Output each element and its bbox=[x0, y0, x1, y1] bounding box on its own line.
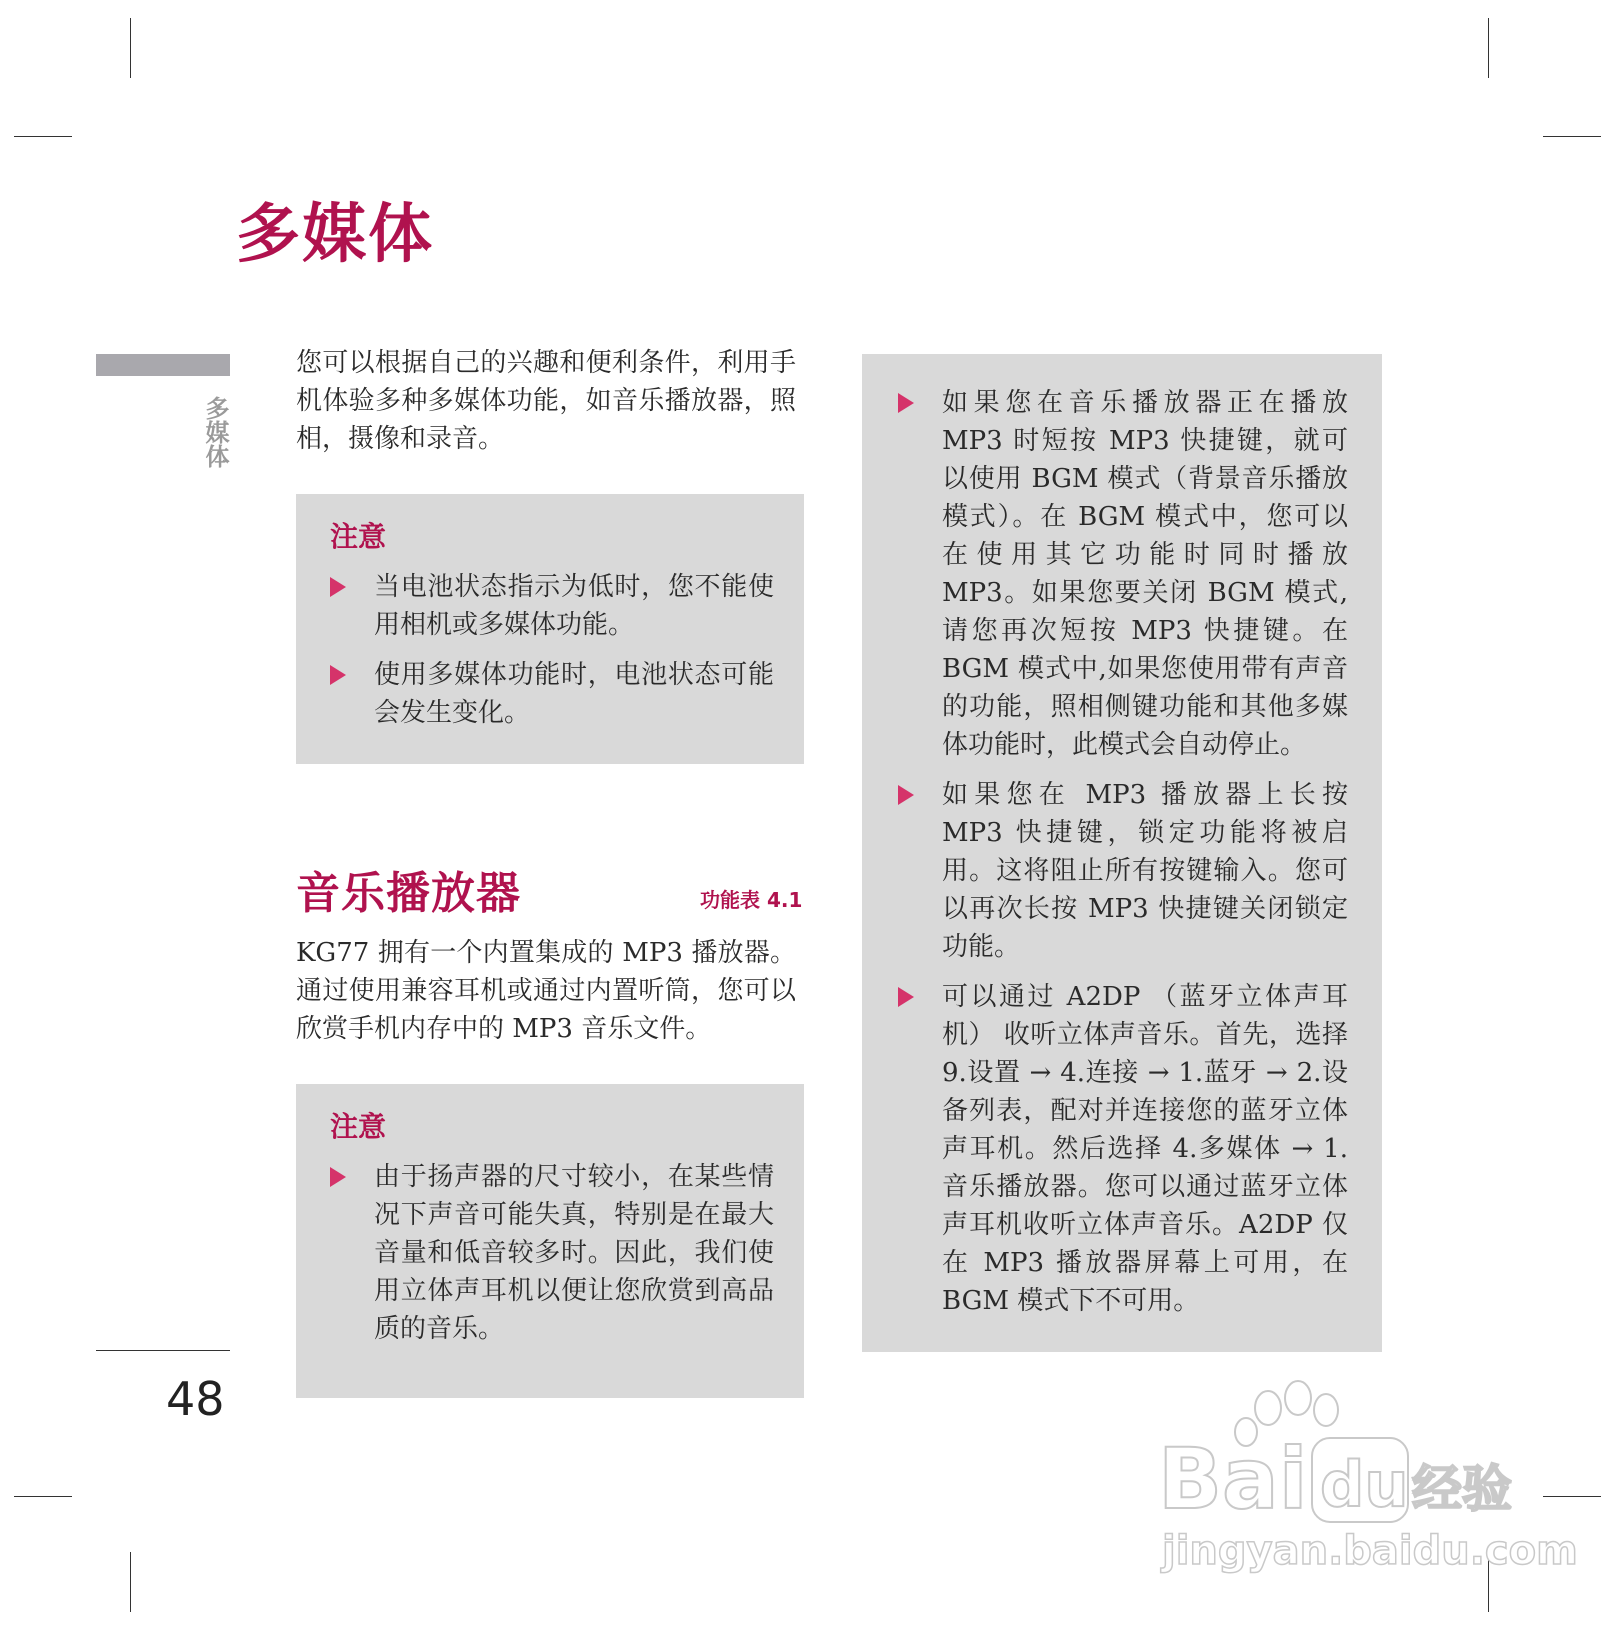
tip-item-text: 如果您在 MP3 播放器上长按 MP3 快捷键，锁定功能将被启用。这将阻止所有按键输入。您可以再次长按 MP3 快捷键关闭锁定功能。 bbox=[942, 780, 1348, 962]
tip-item bbox=[898, 978, 1348, 1320]
tip-item-text: 可以通过 A2DP （蓝牙立体声耳机） 收听立体声音乐。首先，选择 9.设置 → 4.连接 → 1.蓝牙 → 2.设备列表，配对并连接您的蓝牙立体声耳机。然后选择 4.多媒体 → 1.音乐播放器。您可以通过蓝牙立体声耳机收听立体声音乐。A2DP 仅在 MP3 播放器屏幕上可用，在 BGM 模式下不可用。 bbox=[942, 982, 1348, 1316]
triangle-bullet-icon bbox=[330, 1167, 346, 1187]
note-box bbox=[296, 1084, 804, 1398]
crop-mark bbox=[1543, 136, 1601, 137]
baidu-paw-logo-icon bbox=[1150, 1380, 1578, 1580]
note-title: 注意 bbox=[330, 1110, 387, 1143]
note-item-text: 当电池状态指示为低时，您不能使用相机或多媒体功能。 bbox=[374, 572, 774, 640]
note-item bbox=[330, 568, 774, 644]
section-heading: 音乐播放器 bbox=[296, 868, 521, 919]
crop-mark bbox=[130, 18, 131, 78]
triangle-bullet-icon bbox=[330, 665, 346, 685]
side-section-label: 多媒体 bbox=[201, 396, 229, 468]
svg-text:经验: 经验 bbox=[1412, 1460, 1512, 1518]
tips-panel bbox=[862, 354, 1382, 1352]
triangle-bullet-icon bbox=[898, 393, 914, 413]
intro-paragraph: 您可以根据自己的兴趣和便利条件，利用手机体验多种多媒体功能，如音乐播放器，照相，摄像和录音。 bbox=[296, 348, 796, 454]
watermark-url: jingyan.baidu.com bbox=[1162, 1528, 1578, 1574]
svg-text:Bai: Bai bbox=[1158, 1430, 1308, 1528]
music-player-paragraph: KG77 拥有一个内置集成的 MP3 播放器。通过使用兼容耳机或通过内置听筒，您可以欣赏手机内存中的 MP3 音乐文件。 bbox=[296, 938, 796, 1044]
tip-item bbox=[898, 384, 1348, 764]
note-title: 注意 bbox=[330, 520, 387, 553]
side-tab-marker bbox=[96, 354, 230, 376]
note-item-text: 由于扬声器的尺寸较小，在某些情况下声音可能失真，特别是在最大音量和低音较多时。因此，我们使用立体声耳机以便让您欣赏到高品质的音乐。 bbox=[374, 1162, 774, 1344]
crop-mark bbox=[14, 1496, 72, 1497]
tip-item-text: 如果您在音乐播放器正在播放 MP3 时短按 MP3 快捷键，就可以使用 BGM 模式（背景音乐播放模式）。在 BGM 模式中，您可以在使用其它功能时同时播放 MP3。如果您要关闭 BGM 模式,请您再次短按 MP3 快捷键。在 BGM 模式中,如果您使用带有声音的功能，照相侧键功能和其他多媒体功能时，此模式会自动停止。 bbox=[942, 388, 1348, 760]
svg-text:du: du bbox=[1320, 1448, 1409, 1521]
note-box bbox=[296, 494, 804, 764]
triangle-bullet-icon bbox=[330, 577, 346, 597]
triangle-bullet-icon bbox=[898, 987, 914, 1007]
note-item bbox=[330, 656, 774, 732]
crop-mark bbox=[1543, 1496, 1601, 1497]
menu-reference: 功能表 4.1 bbox=[700, 888, 803, 912]
crop-mark bbox=[1488, 18, 1489, 78]
page-title: 多媒体 bbox=[236, 198, 434, 272]
note-item bbox=[330, 1158, 774, 1348]
crop-mark bbox=[14, 136, 72, 137]
footer-rule bbox=[96, 1350, 230, 1351]
crop-mark bbox=[130, 1552, 131, 1612]
baidu-watermark bbox=[1150, 1380, 1578, 1580]
page-number: 48 bbox=[166, 1372, 225, 1426]
tip-item bbox=[898, 776, 1348, 966]
note-item-text: 使用多媒体功能时，电池状态可能会发生变化。 bbox=[374, 660, 774, 728]
triangle-bullet-icon bbox=[898, 785, 914, 805]
